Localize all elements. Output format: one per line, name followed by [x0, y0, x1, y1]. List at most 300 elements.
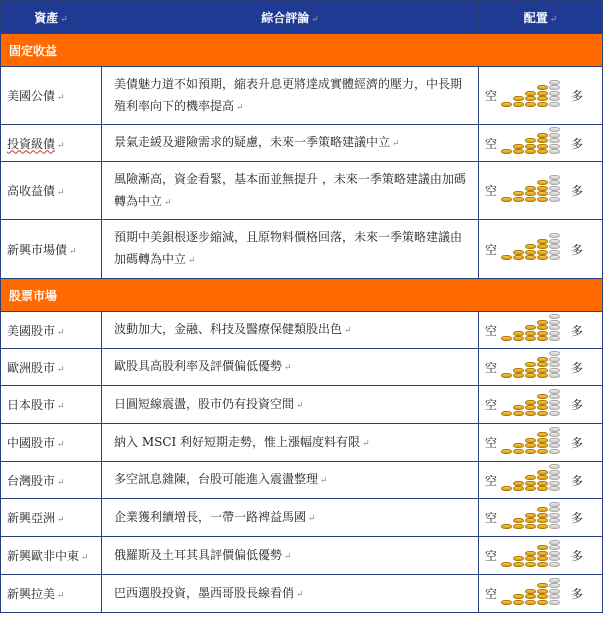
allocation-coins-icon	[501, 319, 561, 341]
coin	[549, 325, 560, 330]
coin	[537, 244, 548, 249]
coin	[549, 368, 560, 373]
coin	[537, 96, 548, 101]
allocation-high-label: 多	[571, 398, 584, 412]
allocation-scale	[485, 356, 598, 378]
coin	[537, 325, 548, 330]
paragraph-mark: ↵	[236, 102, 244, 113]
asset-cell	[1, 162, 102, 220]
coin-stack	[525, 588, 536, 605]
asset-cell	[1, 349, 102, 386]
coin	[525, 149, 536, 154]
coin	[549, 250, 560, 255]
coin	[549, 233, 560, 238]
coin	[513, 250, 524, 255]
asset-cell	[1, 424, 102, 462]
coin	[525, 368, 536, 373]
coin	[513, 562, 524, 567]
coin	[537, 551, 548, 556]
coin	[525, 556, 536, 561]
coin	[549, 551, 560, 556]
coin	[549, 400, 560, 405]
comment-text: 風險漸高，資金看緊，基本面並無提升 ，未來一季策略建議由加碼轉為中立	[114, 171, 466, 208]
paragraph-mark: ↵	[57, 93, 65, 103]
coin	[501, 336, 512, 341]
coin	[549, 524, 560, 529]
coin	[537, 400, 548, 405]
paragraph-mark: ↵	[69, 246, 77, 257]
coin	[501, 562, 512, 567]
coin	[537, 239, 548, 244]
allocation-high-label: 多	[571, 242, 584, 257]
allocation-scale	[485, 507, 598, 529]
coin	[525, 325, 536, 330]
allocation-high-label: 多	[571, 136, 584, 151]
coin	[501, 102, 512, 107]
coin	[537, 486, 548, 491]
coin	[525, 481, 536, 486]
allocation-coins-icon	[501, 394, 561, 416]
coin	[537, 373, 548, 378]
coin-stack	[549, 174, 560, 202]
coin	[525, 405, 536, 410]
comment-text: 歐股具高股利率及評價偏低優勢	[114, 359, 283, 373]
coin	[537, 475, 548, 480]
coin	[549, 438, 560, 443]
coin	[549, 180, 560, 185]
paragraph-mark: ↵	[57, 515, 65, 525]
coin	[537, 507, 548, 512]
allocation-low-label: 空	[485, 184, 498, 198]
coin	[549, 331, 560, 336]
coin-stack	[513, 556, 524, 567]
comment-text: 企業獲利續增長，一帶一路裨益馬國	[114, 509, 307, 524]
coin	[549, 562, 560, 567]
coin	[537, 250, 548, 255]
coin	[549, 239, 560, 244]
comment-text: 景氣走緩及避險需求的疑慮，未來一季策略建議中立	[114, 135, 391, 149]
coin	[549, 481, 560, 486]
coin	[537, 331, 548, 336]
paragraph-mark: ↵	[57, 364, 65, 375]
coin	[513, 405, 524, 410]
section-title-text: 股票市場	[9, 288, 58, 303]
coin	[513, 524, 524, 529]
coin	[549, 255, 560, 260]
coin	[537, 138, 548, 143]
table-row	[1, 537, 603, 575]
coin	[549, 507, 560, 512]
coin-stack	[501, 196, 512, 202]
coin-stack	[537, 319, 548, 341]
coin	[525, 91, 536, 96]
coin	[537, 470, 548, 475]
allocation-scale	[485, 238, 598, 260]
coin	[549, 411, 560, 416]
coin-stack	[525, 138, 536, 155]
coin	[537, 438, 548, 443]
coin	[513, 518, 524, 523]
coin	[525, 443, 536, 448]
coin	[513, 255, 524, 260]
paragraph-mark: ↵	[296, 589, 304, 600]
asset-name: 投資級債	[7, 136, 56, 151]
allocation-low-label: 空	[485, 587, 498, 601]
asset-name: 新興亞洲	[7, 511, 56, 525]
table-header-row	[1, 1, 603, 34]
coin	[513, 191, 524, 196]
section-title	[1, 34, 603, 67]
table-row	[1, 499, 603, 537]
allocation-cell	[479, 386, 603, 424]
coin	[549, 513, 560, 518]
coin-stack	[537, 85, 548, 107]
allocation-low-label: 空	[485, 89, 498, 103]
table-row	[1, 386, 603, 424]
coin	[525, 373, 536, 378]
coin-stack	[537, 238, 548, 260]
allocation-coins-icon	[501, 132, 561, 154]
coin-stack	[501, 448, 512, 454]
coin	[549, 486, 560, 491]
coin-stack	[525, 399, 536, 416]
paragraph-mark: ↵	[344, 326, 352, 336]
coin	[501, 373, 512, 378]
coin	[537, 191, 548, 196]
coin-stack	[501, 410, 512, 416]
allocation-cell	[479, 499, 603, 537]
coin	[513, 331, 524, 336]
allocation-low-label: 空	[485, 473, 498, 488]
allocation-low-label: 空	[485, 398, 498, 412]
coin	[549, 464, 560, 469]
section-row	[1, 34, 603, 67]
comment-cell	[102, 312, 479, 349]
coin	[549, 191, 560, 196]
allocation-cell	[479, 462, 603, 499]
coin	[549, 449, 560, 454]
coin	[525, 475, 536, 480]
paragraph-mark: ↵	[57, 188, 65, 198]
coin-stack	[513, 367, 524, 378]
paragraph-mark: ↵	[57, 591, 65, 601]
coin-stack	[513, 594, 524, 605]
coin-stack	[501, 255, 512, 261]
coin	[549, 186, 560, 191]
coin-stack	[513, 443, 524, 454]
asset-cell	[1, 125, 102, 162]
asset-name: 高收益債	[7, 184, 56, 198]
coin	[549, 389, 560, 394]
coin-stack	[549, 233, 560, 261]
allocation-scale	[485, 85, 598, 107]
coin	[537, 513, 548, 518]
coin	[537, 432, 548, 437]
paragraph-mark: ↵	[57, 477, 65, 488]
coin	[525, 518, 536, 523]
asset-cell	[1, 499, 102, 537]
coin	[513, 486, 524, 491]
table-row	[1, 220, 603, 279]
asset-cell	[1, 537, 102, 575]
coin	[525, 438, 536, 443]
allocation-high-label: 多	[571, 89, 584, 103]
comment-cell	[102, 220, 479, 279]
paragraph-mark: ↵	[296, 400, 304, 411]
coin	[537, 255, 548, 260]
comment-text: 預期中美鋇根逐步縮減，且原物料價格回落，未來一季策略建議由加碼轉為中立	[114, 230, 463, 266]
coin	[537, 556, 548, 561]
coin	[537, 368, 548, 373]
paragraph-mark: ↵	[57, 402, 65, 412]
comment-cell	[102, 499, 479, 537]
allocation-scale	[485, 319, 598, 341]
coin-stack	[537, 394, 548, 416]
coin-stack	[549, 464, 560, 492]
coin-stack	[501, 373, 512, 379]
allocation-high-label: 多	[571, 587, 584, 601]
allocation-low-label: 空	[485, 360, 498, 375]
coin	[537, 197, 548, 202]
asset-name: 美國公債	[7, 89, 56, 103]
coin-stack	[537, 432, 548, 454]
coin	[525, 513, 536, 518]
coin-stack	[549, 351, 560, 379]
asset-name: 中國股市	[7, 436, 56, 450]
allocation-scale	[485, 469, 598, 491]
section-title	[1, 279, 603, 312]
coin	[549, 80, 560, 85]
coin-stack	[501, 336, 512, 342]
coin	[501, 197, 512, 202]
asset-cell	[1, 312, 102, 349]
comment-text: 納入 MSCI 利好短期走勢，惟上漲幅度料有限	[114, 434, 361, 449]
coin	[537, 180, 548, 185]
allocation-cell	[479, 162, 603, 220]
comment-text: 波動加大，金融、科技及醫療保健類股出色	[114, 322, 343, 336]
coin	[501, 149, 512, 154]
coin	[549, 583, 560, 588]
asset-name: 歐洲股市	[7, 360, 56, 375]
coin	[549, 336, 560, 341]
table-row	[1, 125, 603, 162]
coin	[513, 481, 524, 486]
allocation-coins-icon	[501, 180, 561, 202]
coin	[513, 96, 524, 101]
coin-stack	[525, 90, 536, 107]
coin-stack	[549, 314, 560, 342]
coin	[549, 540, 560, 545]
coin	[549, 351, 560, 356]
paragraph-mark: ↵	[284, 551, 292, 562]
comment-cell	[102, 125, 479, 162]
coin-stack	[537, 180, 548, 202]
allocation-cell	[479, 67, 603, 125]
coin	[525, 524, 536, 529]
coin	[549, 578, 560, 583]
coin-stack	[537, 132, 548, 154]
allocation-scale	[485, 394, 598, 416]
coin	[525, 102, 536, 107]
coin-stack	[525, 362, 536, 379]
coin-stack	[513, 96, 524, 107]
asset-cell	[1, 386, 102, 424]
coin	[525, 255, 536, 260]
coin-stack	[513, 330, 524, 341]
coin	[549, 144, 560, 149]
coin	[513, 373, 524, 378]
allocation-high-label: 多	[571, 436, 584, 450]
coin-stack	[501, 101, 512, 107]
coin	[549, 470, 560, 475]
coin	[537, 524, 548, 529]
coin	[549, 149, 560, 154]
header-asset: 資產 ↵	[1, 1, 102, 34]
coin	[537, 91, 548, 96]
allocation-high-label: 多	[571, 323, 584, 338]
allocation-cell	[479, 220, 603, 279]
coin	[525, 589, 536, 594]
coin-stack	[537, 583, 548, 605]
coin	[525, 486, 536, 491]
coin	[513, 449, 524, 454]
coin	[525, 411, 536, 416]
coin	[549, 405, 560, 410]
coin-stack	[513, 480, 524, 491]
coin	[549, 600, 560, 605]
coin-stack	[537, 356, 548, 378]
coin	[549, 475, 560, 480]
coin-stack	[549, 539, 560, 567]
coin-stack	[537, 469, 548, 491]
asset-cell	[1, 462, 102, 499]
allocation-coins-icon	[501, 356, 561, 378]
coin	[549, 357, 560, 362]
coin	[513, 556, 524, 561]
coin	[537, 600, 548, 605]
coin	[549, 175, 560, 180]
coin	[525, 186, 536, 191]
allocation-low-label: 空	[485, 511, 498, 525]
allocation-cell	[479, 575, 603, 613]
coin	[501, 255, 512, 260]
coin	[525, 138, 536, 143]
coin	[537, 102, 548, 107]
paragraph-mark: ↵	[57, 440, 65, 450]
coin	[513, 600, 524, 605]
coin-stack	[513, 405, 524, 416]
coin	[525, 191, 536, 196]
paragraph-mark: ↵	[57, 140, 65, 151]
allocation-high-label: 多	[571, 511, 584, 525]
coin	[537, 405, 548, 410]
table-row	[1, 575, 603, 613]
allocation-coins-icon	[501, 583, 561, 605]
allocation-high-label: 多	[571, 360, 584, 375]
coin	[549, 314, 560, 319]
coin	[525, 96, 536, 101]
coin-stack	[549, 501, 560, 529]
coin	[537, 518, 548, 523]
coin	[549, 594, 560, 599]
paragraph-mark: ↵	[57, 327, 65, 338]
coin-stack	[537, 545, 548, 567]
asset-cell	[1, 575, 102, 613]
allocation-coins-icon	[501, 432, 561, 454]
coin	[501, 600, 512, 605]
coin	[537, 133, 548, 138]
coin	[549, 133, 560, 138]
coin	[525, 250, 536, 255]
allocation-low-label: 空	[485, 136, 498, 151]
coin	[525, 197, 536, 202]
comment-cell	[102, 462, 479, 499]
coin	[513, 144, 524, 149]
coin	[549, 556, 560, 561]
coin	[525, 594, 536, 599]
comment-text: 俄羅斯及土耳其具評價偏低優勢	[114, 547, 283, 562]
comment-cell	[102, 349, 479, 386]
coin	[549, 197, 560, 202]
coin-stack	[525, 550, 536, 567]
coin	[549, 373, 560, 378]
paragraph-mark: ↵	[164, 197, 172, 208]
coin	[549, 432, 560, 437]
allocation-coins-icon	[501, 545, 561, 567]
comment-cell	[102, 537, 479, 575]
coin-stack	[513, 518, 524, 529]
coin	[549, 545, 560, 550]
coin	[513, 149, 524, 154]
comment-text: 巴西選股投資，墨西哥股長線看俏	[114, 585, 295, 600]
table-row	[1, 67, 603, 125]
coin	[501, 486, 512, 491]
coin-stack	[525, 325, 536, 342]
coin-stack	[549, 127, 560, 155]
comment-cell	[102, 67, 479, 125]
header-comment: 綜合評論 ↵	[102, 1, 479, 34]
comment-cell	[102, 386, 479, 424]
coin	[525, 400, 536, 405]
coin	[537, 394, 548, 399]
coin	[513, 368, 524, 373]
asset-name: 新興拉美	[7, 587, 56, 601]
allocation-cell	[479, 424, 603, 462]
coin-stack	[501, 486, 512, 492]
coin-stack	[525, 512, 536, 529]
coin-stack	[525, 437, 536, 454]
allocation-scale	[485, 432, 598, 454]
comment-text: 美債魅力道不如預期，縮表升息更將達成實體經濟的壓力，中長期殖利率向下的機率提高	[114, 76, 463, 113]
coin	[549, 518, 560, 523]
coin	[513, 102, 524, 107]
coin	[513, 411, 524, 416]
allocation-low-label: 空	[485, 242, 498, 257]
allocation-cell	[479, 312, 603, 349]
coin	[537, 589, 548, 594]
coin	[537, 449, 548, 454]
coin	[537, 362, 548, 367]
allocation-scale	[485, 583, 598, 605]
allocation-low-label: 空	[485, 549, 498, 563]
coin-stack	[549, 577, 560, 605]
paragraph-mark: ↵	[284, 363, 292, 373]
coin	[549, 138, 560, 143]
table-row	[1, 162, 603, 220]
allocation-high-label: 多	[571, 549, 584, 563]
table-row	[1, 312, 603, 349]
coin-stack	[513, 191, 524, 202]
